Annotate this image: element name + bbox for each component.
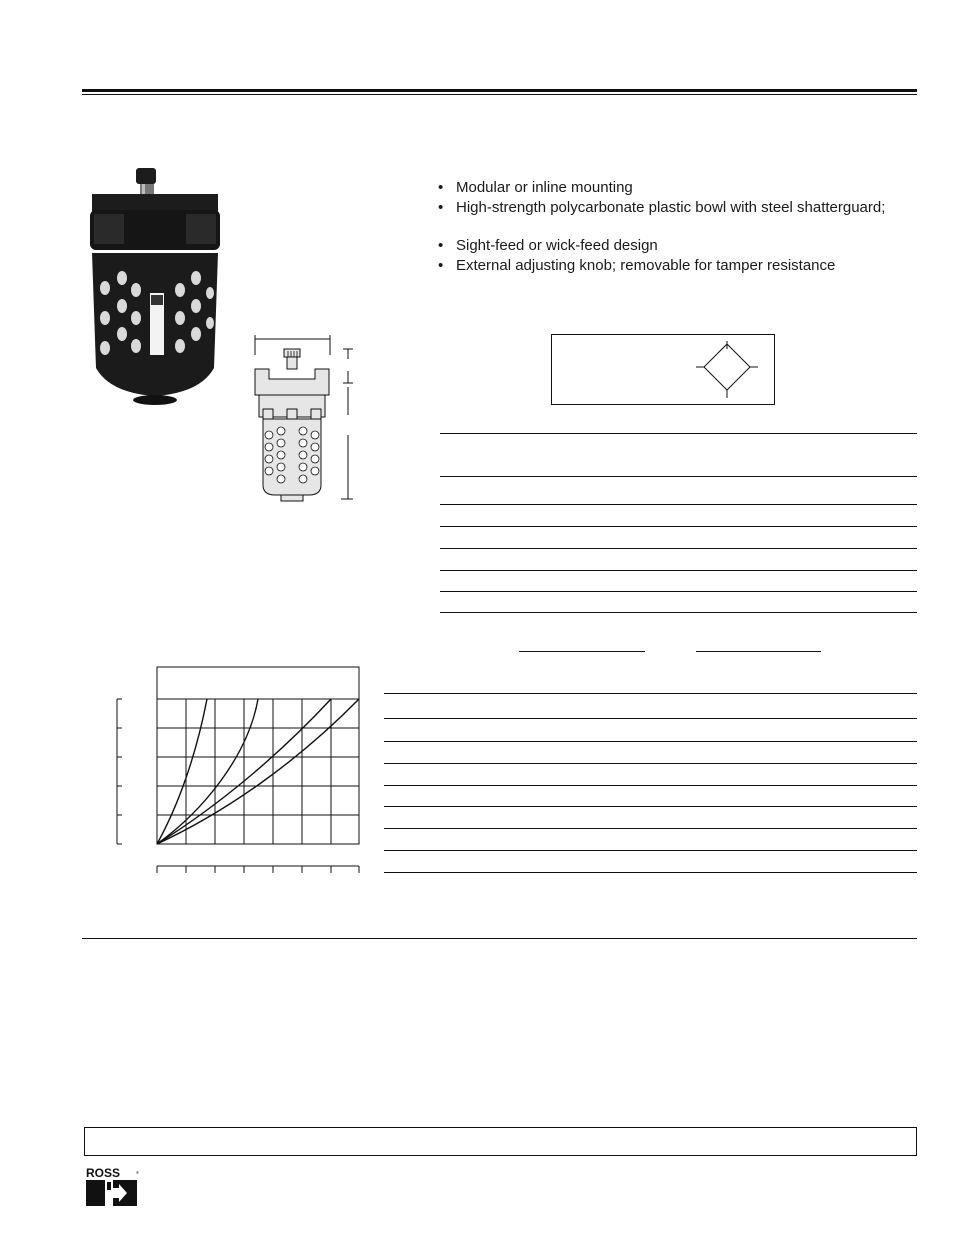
column-heading-rule <box>519 651 645 652</box>
spec-table-rule <box>440 548 917 549</box>
spec-table-rule <box>440 570 917 571</box>
spec-table-rule <box>440 476 917 477</box>
flow-table-rule <box>384 872 917 873</box>
header-rule <box>82 89 917 92</box>
feature-item: • Modular or inline mounting <box>438 179 633 196</box>
symbol-box <box>551 334 775 405</box>
lubricator-drawing-icon <box>245 335 360 507</box>
flow-curve <box>157 699 258 844</box>
feature-item: • External adjusting knob; removable for tamper resistance <box>438 257 836 274</box>
header-rule-thin <box>82 94 917 95</box>
feature-item: • High-strength polycarbonate plastic bowl with steel shatterguard; <box>438 199 886 216</box>
spec-table-rule <box>440 433 917 434</box>
spec-table-rule <box>440 504 917 505</box>
section-divider <box>82 938 917 939</box>
logo-text: ROSS <box>86 1166 121 1180</box>
flow-table-rule <box>384 806 917 807</box>
flow-table-rule <box>384 693 917 694</box>
flow-table-rule <box>384 828 917 829</box>
flow-table-rule <box>384 785 917 786</box>
flow-table-rule <box>384 741 917 742</box>
lubricator-photo <box>80 158 240 408</box>
column-heading-rule <box>696 651 821 652</box>
flow-graph <box>108 666 364 876</box>
footer-box <box>84 1127 917 1156</box>
flow-table-rule <box>384 763 917 764</box>
spec-table-rule <box>440 612 917 613</box>
svg-text:®: ® <box>136 1170 139 1175</box>
flow-curve <box>157 699 359 844</box>
lubricator-symbol-icon <box>692 341 762 399</box>
spec-table-rule <box>440 526 917 527</box>
ross-logo <box>85 1166 143 1208</box>
spec-table-rule <box>440 591 917 592</box>
flow-table-rule <box>384 850 917 851</box>
feature-item: • Sight-feed or wick-feed design <box>438 237 658 254</box>
flow-table-rule <box>384 718 917 719</box>
graph-frame <box>157 667 359 844</box>
